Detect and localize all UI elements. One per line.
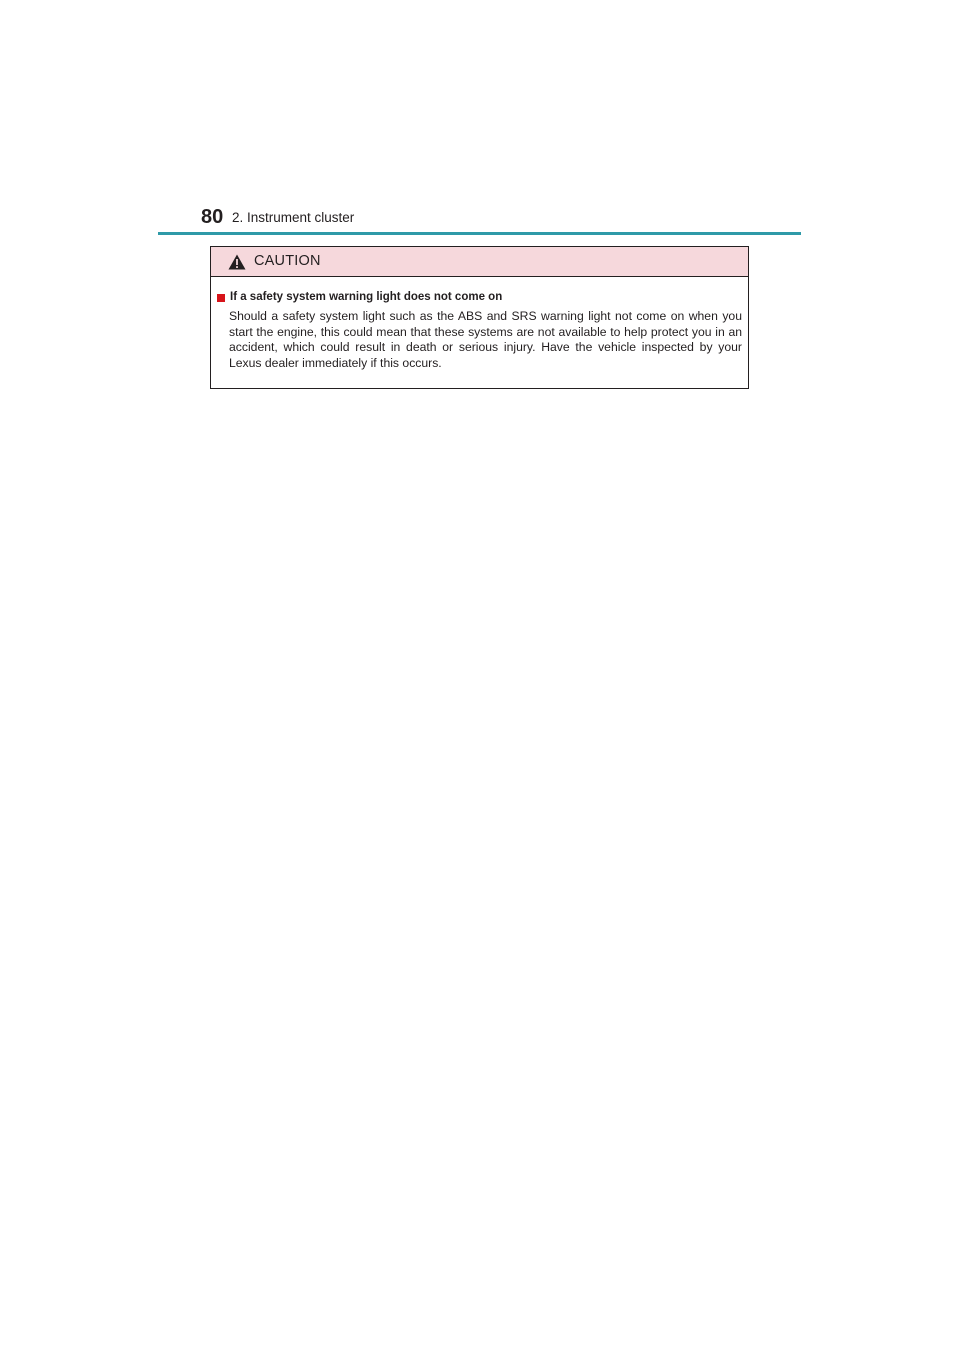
caution-body: [217, 290, 743, 371]
caution-header: [211, 247, 748, 277]
section-title: 2. Instrument cluster: [232, 210, 355, 225]
caution-box: [210, 246, 749, 389]
page-header: [158, 198, 801, 236]
caution-item-heading: [217, 290, 743, 305]
caution-item-heading-text: If a safety system warning light does not come on: [230, 291, 503, 303]
caution-item-text: Should a safety system light such as the ABS and SRS warning light not come on when you start the engine, this could mean that these systems are not available to help protect you in an accident, which could result in death or serious injury. Have the vehicle inspected by your Lexus dealer immediately if this occurs.: [229, 309, 742, 370]
caution-title: CAUTION: [254, 253, 321, 269]
page-number: 80: [201, 206, 224, 228]
warning-triangle-icon: [228, 254, 246, 270]
header-rule: [158, 232, 801, 235]
square-bullet-icon: [217, 294, 225, 302]
